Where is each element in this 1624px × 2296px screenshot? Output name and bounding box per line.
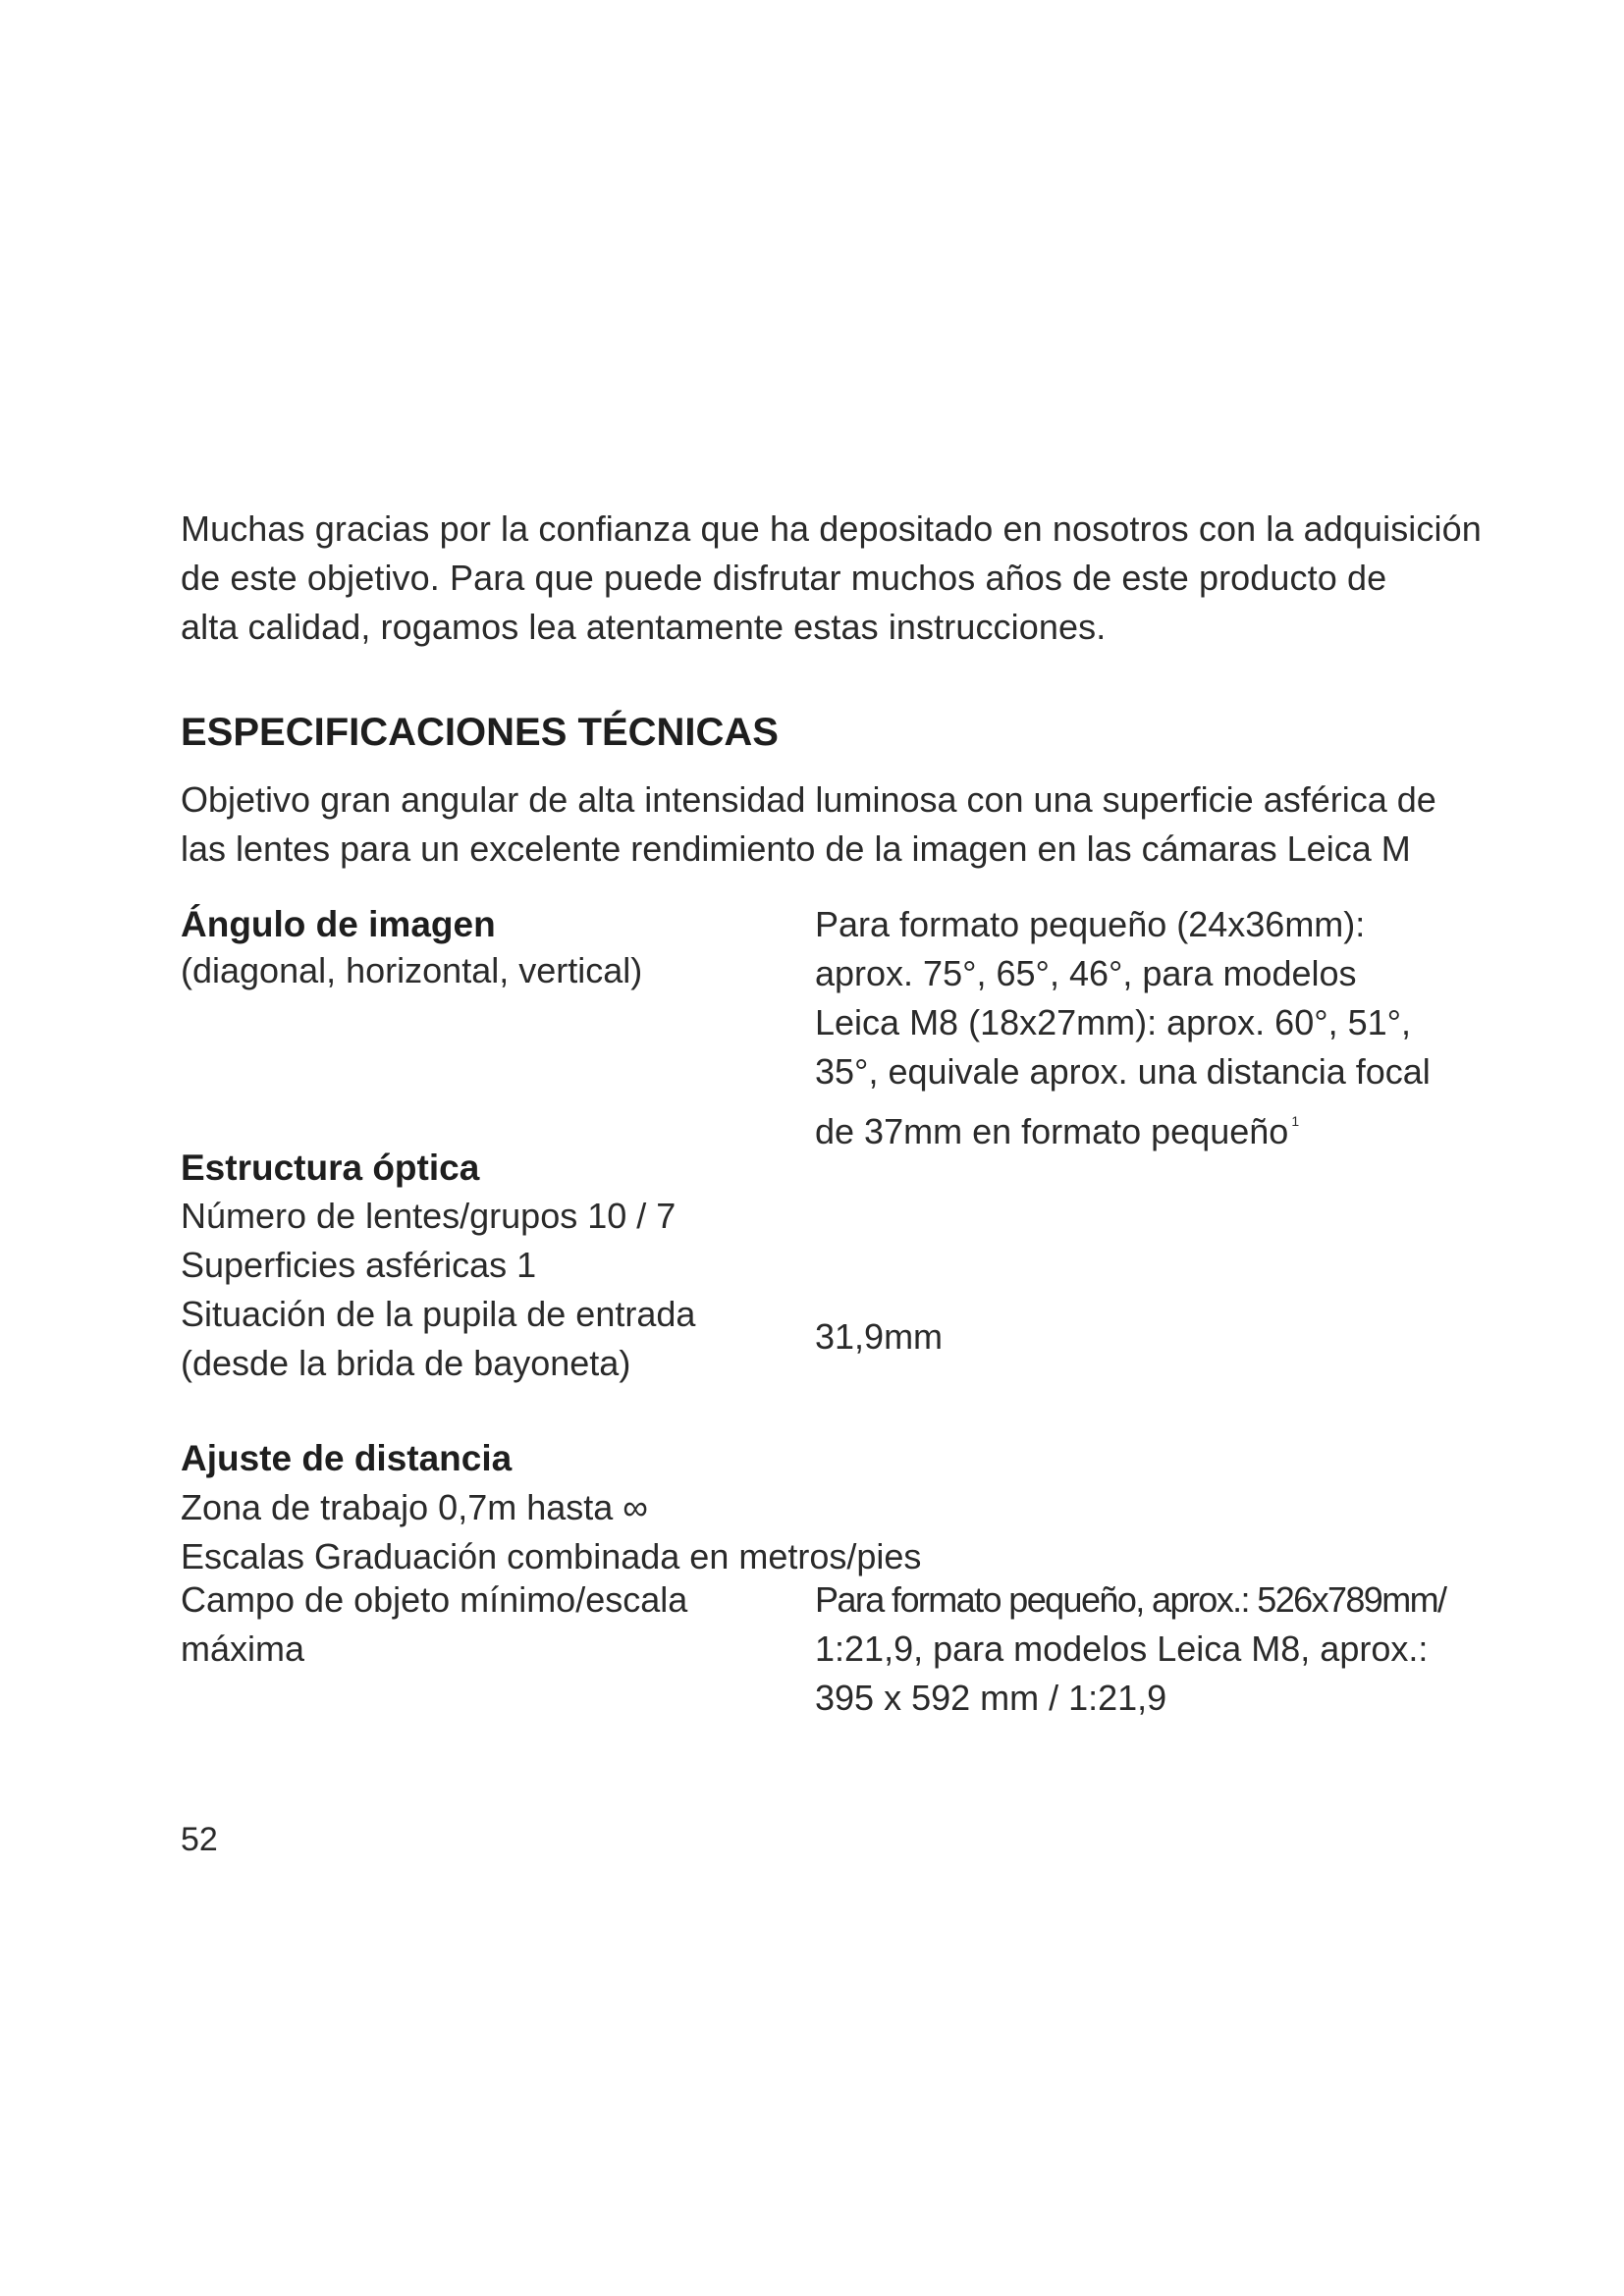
angle-value-line: aprox. 75°, 65°, 46°, para modelos <box>815 953 1357 993</box>
angle-heading: Ángulo de imagen <box>181 904 496 944</box>
optics-heading: Estructura óptica <box>181 1148 480 1188</box>
angle-value-line: 35°, equivale aprox. una distancia focal <box>815 1051 1431 1092</box>
optics-line: Situación de la pupila de entrada <box>181 1294 696 1334</box>
angle-value-text: de 37mm en formato pequeño <box>815 1111 1289 1151</box>
description-line: las lentes para un excelente rendimiento de la imagen en las cámaras Leica M <box>181 828 1411 869</box>
angle-value-line-last <box>815 1096 1431 1156</box>
intro-line: Muchas gracias por la confianza que ha depositado en nosotros con la adquisición <box>181 508 1482 549</box>
intro-line: de este objetivo. Para que puede disfrutar muchos años de este producto de <box>181 558 1387 598</box>
distance-line: Escalas Graduación combinada en metros/pies <box>181 1536 922 1576</box>
distance-heading: Ajuste de distancia <box>181 1438 513 1478</box>
angle-value-line: Para formato pequeño (24x36mm): <box>815 904 1366 944</box>
footnote-mark: 1 <box>1291 1113 1300 1129</box>
distance-line: máxima <box>181 1629 305 1669</box>
distance-line: Campo de objeto mínimo/escala <box>181 1579 688 1620</box>
optics-lines <box>181 1192 695 1388</box>
optics-line: (desde la brida de bayoneta) <box>181 1343 631 1383</box>
distance-value-line: 395 x 592 mm / 1:21,9 <box>815 1678 1167 1718</box>
distance-value-line: Para formato pequeño, aprox.: 526x789mm/ <box>815 1579 1446 1620</box>
section-title: ESPECIFICACIONES TÉCNICAS <box>181 711 779 754</box>
description-line: Objetivo gran angular de alta intensidad luminosa con una superficie asférica de <box>181 779 1436 820</box>
optics-line: Número de lentes/grupos 10 / 7 <box>181 1196 677 1236</box>
angle-subtext: (diagonal, horizontal, vertical) <box>181 950 643 990</box>
distance-value <box>815 1575 1445 1723</box>
pupil-value: 31,9mm <box>815 1316 944 1357</box>
optics-line: Superficies asféricas 1 <box>181 1245 537 1285</box>
distance-lines <box>181 1483 921 1674</box>
intro-paragraph <box>181 505 1482 652</box>
angle-value <box>815 900 1431 1156</box>
lens-description <box>181 775 1467 874</box>
intro-line: alta calidad, rogamos lea atentamente estas instrucciones. <box>181 607 1107 647</box>
page-number: 52 <box>181 1821 218 1858</box>
distance-value-line: 1:21,9, para modelos Leica M8, aprox.: <box>815 1629 1429 1669</box>
angle-value-line: Leica M8 (18x27mm): aprox. 60°, 51°, <box>815 1002 1412 1042</box>
distance-line: Zona de trabajo 0,7m hasta ∞ <box>181 1487 648 1527</box>
